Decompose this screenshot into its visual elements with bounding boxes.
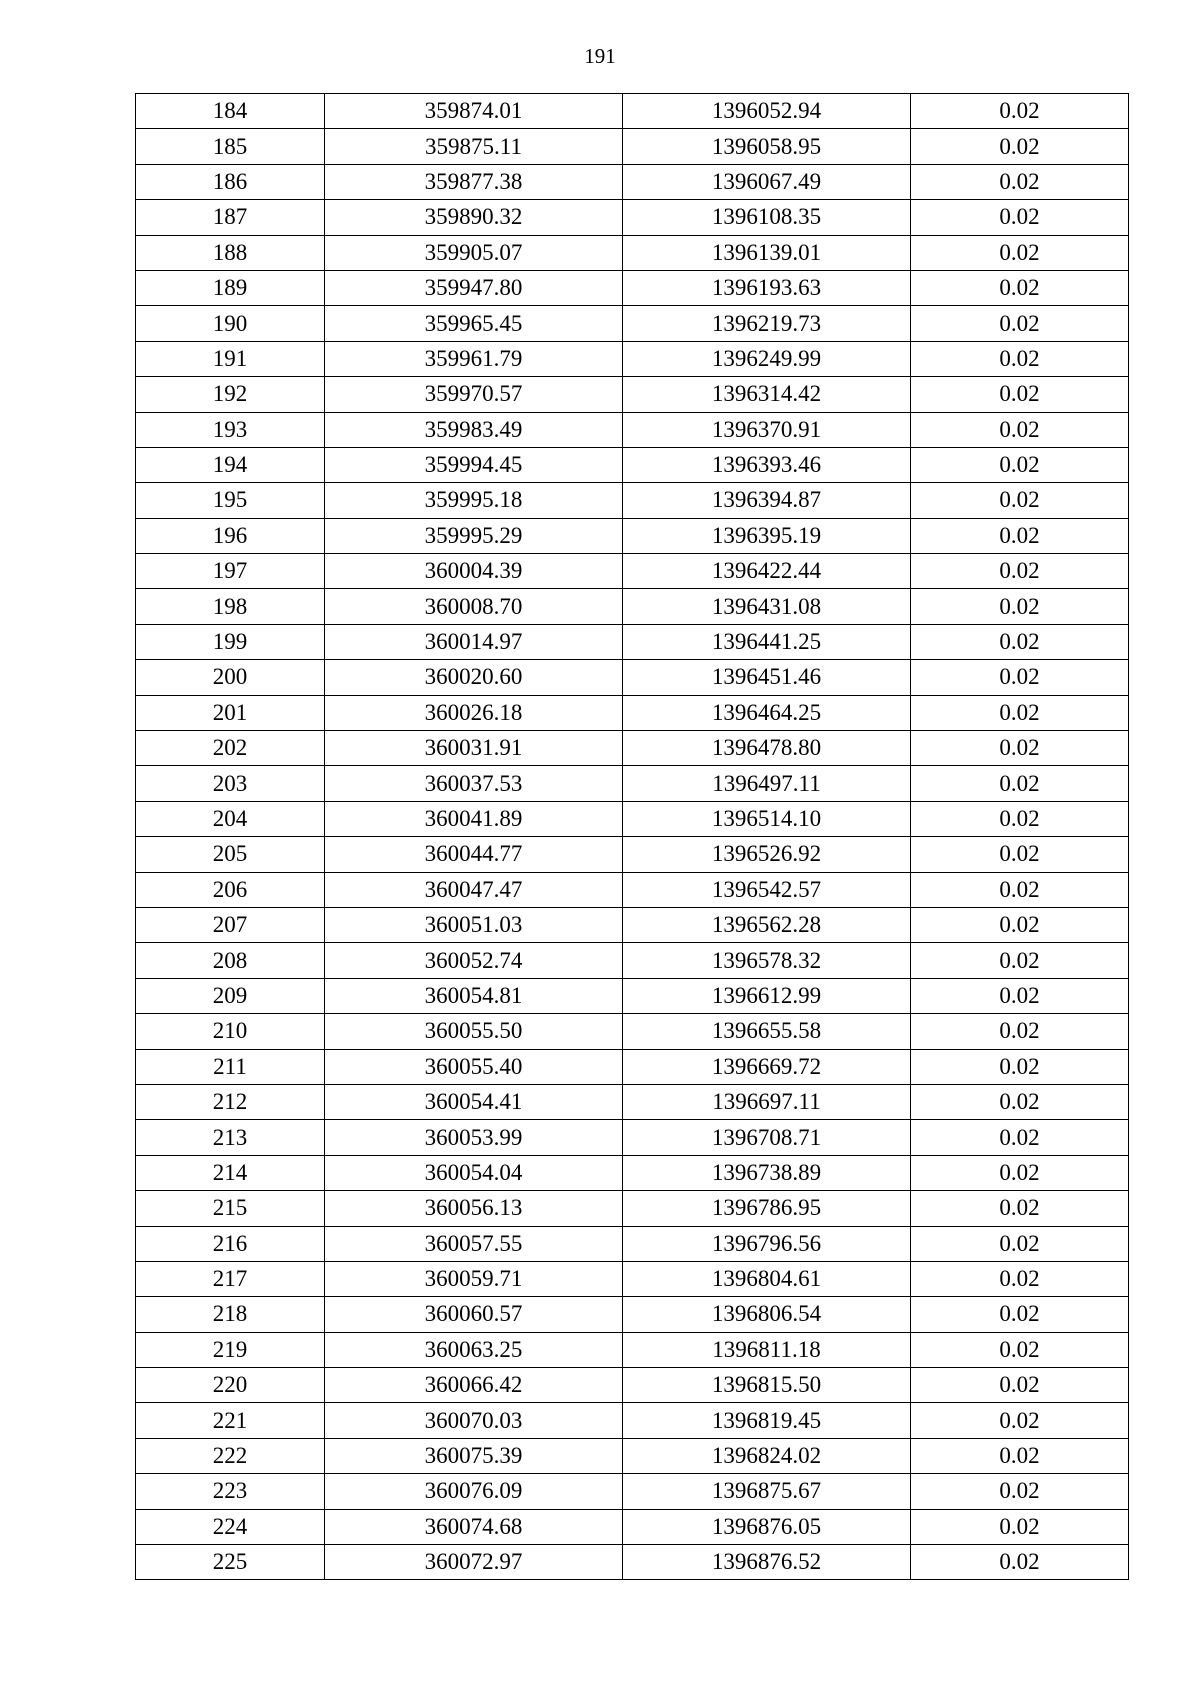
y-coordinate-cell: 1396562.28 [623,907,911,942]
page-number: 191 [584,44,616,68]
y-coordinate-cell: 1396067.49 [623,164,911,199]
x-coordinate-cell: 359890.32 [325,200,623,235]
x-coordinate-cell: 359947.80 [325,270,623,305]
y-coordinate-cell: 1396669.72 [623,1049,911,1084]
y-coordinate-cell: 1396811.18 [623,1332,911,1367]
x-coordinate-cell: 359874.01 [325,94,623,129]
point-number-cell: 221 [136,1403,325,1438]
point-number-cell: 212 [136,1084,325,1119]
error-value-cell: 0.02 [911,235,1129,270]
x-coordinate-cell: 360008.70 [325,589,623,624]
table-row [136,1049,1129,1084]
error-value-cell: 0.02 [911,270,1129,305]
x-coordinate-cell: 360054.04 [325,1155,623,1190]
point-number-cell: 197 [136,554,325,589]
point-number-cell: 185 [136,129,325,164]
table-row [136,660,1129,695]
x-coordinate-cell: 360057.55 [325,1226,623,1261]
table-row [136,1297,1129,1332]
table-row [136,695,1129,730]
table-row [136,1261,1129,1296]
table-row [136,1474,1129,1509]
table-body [136,94,1129,1580]
error-value-cell: 0.02 [911,624,1129,659]
point-number-cell: 209 [136,978,325,1013]
y-coordinate-cell: 1396219.73 [623,306,911,341]
error-value-cell: 0.02 [911,1545,1129,1580]
x-coordinate-cell: 360014.97 [325,624,623,659]
error-value-cell: 0.02 [911,1332,1129,1367]
error-value-cell: 0.02 [911,1297,1129,1332]
x-coordinate-cell: 360044.77 [325,837,623,872]
point-number-cell: 188 [136,235,325,270]
y-coordinate-cell: 1396819.45 [623,1403,911,1438]
error-value-cell: 0.02 [911,377,1129,412]
error-value-cell: 0.02 [911,1155,1129,1190]
y-coordinate-cell: 1396464.25 [623,695,911,730]
table-row [136,1191,1129,1226]
error-value-cell: 0.02 [911,1261,1129,1296]
error-value-cell: 0.02 [911,1014,1129,1049]
point-number-cell: 214 [136,1155,325,1190]
x-coordinate-cell: 360055.40 [325,1049,623,1084]
table-row [136,943,1129,978]
table-row [136,731,1129,766]
point-number-cell: 222 [136,1438,325,1473]
x-coordinate-cell: 359995.18 [325,483,623,518]
x-coordinate-cell: 360074.68 [325,1509,623,1544]
error-value-cell: 0.02 [911,766,1129,801]
table-row [136,483,1129,518]
error-value-cell: 0.02 [911,412,1129,447]
error-value-cell: 0.02 [911,200,1129,235]
point-number-cell: 198 [136,589,325,624]
table-row [136,1368,1129,1403]
x-coordinate-cell: 360041.89 [325,801,623,836]
point-number-cell: 205 [136,837,325,872]
point-number-cell: 203 [136,766,325,801]
table-row [136,306,1129,341]
table-row [136,766,1129,801]
error-value-cell: 0.02 [911,907,1129,942]
table-row [136,1438,1129,1473]
table-row [136,907,1129,942]
y-coordinate-cell: 1396395.19 [623,518,911,553]
error-value-cell: 0.02 [911,660,1129,695]
y-coordinate-cell: 1396804.61 [623,1261,911,1296]
error-value-cell: 0.02 [911,129,1129,164]
y-coordinate-cell: 1396875.67 [623,1474,911,1509]
table-row [136,801,1129,836]
error-value-cell: 0.02 [911,731,1129,766]
point-number-cell: 189 [136,270,325,305]
table-row [136,837,1129,872]
error-value-cell: 0.02 [911,1368,1129,1403]
y-coordinate-cell: 1396876.05 [623,1509,911,1544]
x-coordinate-cell: 360026.18 [325,695,623,730]
error-value-cell: 0.02 [911,306,1129,341]
y-coordinate-cell: 1396815.50 [623,1368,911,1403]
y-coordinate-cell: 1396612.99 [623,978,911,1013]
point-number-cell: 186 [136,164,325,199]
y-coordinate-cell: 1396806.54 [623,1297,911,1332]
error-value-cell: 0.02 [911,943,1129,978]
point-number-cell: 193 [136,412,325,447]
x-coordinate-cell: 360054.81 [325,978,623,1013]
x-coordinate-cell: 359905.07 [325,235,623,270]
y-coordinate-cell: 1396578.32 [623,943,911,978]
y-coordinate-cell: 1396876.52 [623,1545,911,1580]
x-coordinate-cell: 359965.45 [325,306,623,341]
table-row [136,164,1129,199]
y-coordinate-cell: 1396249.99 [623,341,911,376]
table-row [136,589,1129,624]
point-number-cell: 184 [136,94,325,129]
x-coordinate-cell: 360031.91 [325,731,623,766]
error-value-cell: 0.02 [911,1438,1129,1473]
error-value-cell: 0.02 [911,1403,1129,1438]
x-coordinate-cell: 360066.42 [325,1368,623,1403]
x-coordinate-cell: 360060.57 [325,1297,623,1332]
x-coordinate-cell: 359877.38 [325,164,623,199]
x-coordinate-cell: 360070.03 [325,1403,623,1438]
y-coordinate-cell: 1396441.25 [623,624,911,659]
y-coordinate-cell: 1396314.42 [623,377,911,412]
y-coordinate-cell: 1396497.11 [623,766,911,801]
table-row [136,518,1129,553]
y-coordinate-cell: 1396478.80 [623,731,911,766]
x-coordinate-cell: 360054.41 [325,1084,623,1119]
x-coordinate-cell: 360020.60 [325,660,623,695]
error-value-cell: 0.02 [911,1120,1129,1155]
point-number-cell: 201 [136,695,325,730]
error-value-cell: 0.02 [911,518,1129,553]
table-row [136,978,1129,1013]
y-coordinate-cell: 1396193.63 [623,270,911,305]
y-coordinate-cell: 1396824.02 [623,1438,911,1473]
error-value-cell: 0.02 [911,164,1129,199]
table-row [136,235,1129,270]
point-number-cell: 208 [136,943,325,978]
x-coordinate-cell: 360056.13 [325,1191,623,1226]
y-coordinate-cell: 1396514.10 [623,801,911,836]
y-coordinate-cell: 1396526.92 [623,837,911,872]
point-number-cell: 207 [136,907,325,942]
table-row [136,94,1129,129]
x-coordinate-cell: 360072.97 [325,1545,623,1580]
point-number-cell: 190 [136,306,325,341]
x-coordinate-cell: 360004.39 [325,554,623,589]
point-number-cell: 196 [136,518,325,553]
error-value-cell: 0.02 [911,1509,1129,1544]
x-coordinate-cell: 360059.71 [325,1261,623,1296]
y-coordinate-cell: 1396738.89 [623,1155,911,1190]
y-coordinate-cell: 1396431.08 [623,589,911,624]
point-number-cell: 200 [136,660,325,695]
table-row [136,270,1129,305]
error-value-cell: 0.02 [911,872,1129,907]
y-coordinate-cell: 1396542.57 [623,872,911,907]
error-value-cell: 0.02 [911,837,1129,872]
error-value-cell: 0.02 [911,341,1129,376]
point-number-cell: 216 [136,1226,325,1261]
error-value-cell: 0.02 [911,978,1129,1013]
x-coordinate-cell: 359961.79 [325,341,623,376]
y-coordinate-cell: 1396708.71 [623,1120,911,1155]
error-value-cell: 0.02 [911,483,1129,518]
point-number-cell: 195 [136,483,325,518]
error-value-cell: 0.02 [911,1084,1129,1119]
coordinates-table [135,93,1129,1580]
point-number-cell: 217 [136,1261,325,1296]
table-row [136,1084,1129,1119]
point-number-cell: 206 [136,872,325,907]
y-coordinate-cell: 1396052.94 [623,94,911,129]
table-row [136,341,1129,376]
error-value-cell: 0.02 [911,695,1129,730]
table-row [136,377,1129,412]
x-coordinate-cell: 360037.53 [325,766,623,801]
table-row [136,129,1129,164]
point-number-cell: 218 [136,1297,325,1332]
error-value-cell: 0.02 [911,1191,1129,1226]
x-coordinate-cell: 359995.29 [325,518,623,553]
y-coordinate-cell: 1396139.01 [623,235,911,270]
error-value-cell: 0.02 [911,94,1129,129]
point-number-cell: 210 [136,1014,325,1049]
table-row [136,1155,1129,1190]
error-value-cell: 0.02 [911,589,1129,624]
x-coordinate-cell: 360053.99 [325,1120,623,1155]
x-coordinate-cell: 359875.11 [325,129,623,164]
y-coordinate-cell: 1396655.58 [623,1014,911,1049]
error-value-cell: 0.02 [911,1474,1129,1509]
point-number-cell: 215 [136,1191,325,1226]
table-row [136,1509,1129,1544]
y-coordinate-cell: 1396796.56 [623,1226,911,1261]
point-number-cell: 213 [136,1120,325,1155]
x-coordinate-cell: 359983.49 [325,412,623,447]
y-coordinate-cell: 1396108.35 [623,200,911,235]
table-row [136,1226,1129,1261]
y-coordinate-cell: 1396370.91 [623,412,911,447]
table-row [136,200,1129,235]
point-number-cell: 192 [136,377,325,412]
y-coordinate-cell: 1396451.46 [623,660,911,695]
table-row [136,1403,1129,1438]
x-coordinate-cell: 360075.39 [325,1438,623,1473]
point-number-cell: 223 [136,1474,325,1509]
x-coordinate-cell: 360063.25 [325,1332,623,1367]
error-value-cell: 0.02 [911,801,1129,836]
point-number-cell: 202 [136,731,325,766]
error-value-cell: 0.02 [911,447,1129,482]
x-coordinate-cell: 360052.74 [325,943,623,978]
x-coordinate-cell: 359970.57 [325,377,623,412]
point-number-cell: 220 [136,1368,325,1403]
table-row [136,1014,1129,1049]
point-number-cell: 225 [136,1545,325,1580]
table-row [136,412,1129,447]
point-number-cell: 191 [136,341,325,376]
y-coordinate-cell: 1396393.46 [623,447,911,482]
table-row [136,872,1129,907]
table-row [136,624,1129,659]
error-value-cell: 0.02 [911,554,1129,589]
x-coordinate-cell: 360076.09 [325,1474,623,1509]
error-value-cell: 0.02 [911,1226,1129,1261]
point-number-cell: 211 [136,1049,325,1084]
x-coordinate-cell: 360047.47 [325,872,623,907]
table-row [136,1120,1129,1155]
point-number-cell: 194 [136,447,325,482]
x-coordinate-cell: 359994.45 [325,447,623,482]
error-value-cell: 0.02 [911,1049,1129,1084]
y-coordinate-cell: 1396422.44 [623,554,911,589]
y-coordinate-cell: 1396786.95 [623,1191,911,1226]
x-coordinate-cell: 360055.50 [325,1014,623,1049]
point-number-cell: 199 [136,624,325,659]
table-row [136,1332,1129,1367]
table-row [136,554,1129,589]
point-number-cell: 187 [136,200,325,235]
point-number-cell: 219 [136,1332,325,1367]
y-coordinate-cell: 1396058.95 [623,129,911,164]
point-number-cell: 224 [136,1509,325,1544]
table-row [136,447,1129,482]
table-row [136,1545,1129,1580]
x-coordinate-cell: 360051.03 [325,907,623,942]
point-number-cell: 204 [136,801,325,836]
y-coordinate-cell: 1396394.87 [623,483,911,518]
y-coordinate-cell: 1396697.11 [623,1084,911,1119]
